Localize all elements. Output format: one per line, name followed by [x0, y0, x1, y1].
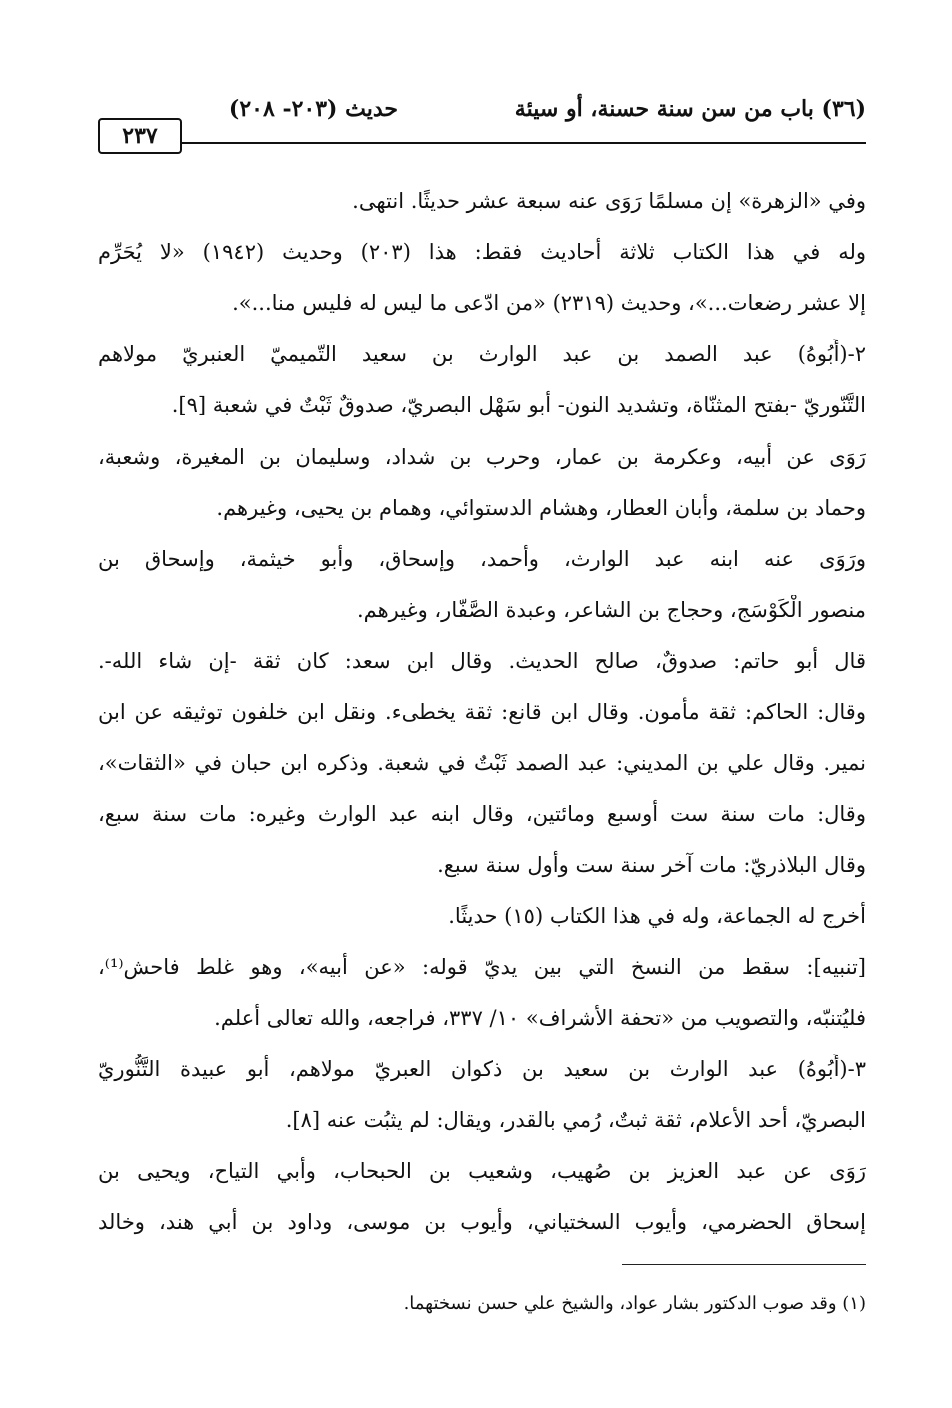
text-line: فليُتنبّه، والتصويب من «تحفة الأشراف» ١٠/ ٣٣٧، فراجعه، والله تعالى أعلم.	[214, 1006, 866, 1030]
text-line: ٣-(أَبُوهُ) عبد الوارث بن سعيد بن ذكوان العبريّ مولاهم، أبو عبيدة التَّنُّوريّ	[98, 1057, 866, 1081]
text-line: قال أبو حاتم: صدوقٌ، صالح الحديث. وقال ابن سعد: كان ثقة -إن شاء الله-.	[98, 649, 866, 673]
text-line: إسحاق الحضرمي، وأيوب السختياني، وأيوب بن موسى، وداود بن أبي هند، وخالد	[98, 1210, 866, 1234]
text-line: ورَوَى عنه ابنه عبد الوارث، وأحمد، وإسحاق، وأبو خيثمة، وإسحاق بن	[98, 547, 866, 571]
page-number: ٢٣٧	[98, 118, 182, 154]
text-line: وقال البلاذريّ: مات آخر سنة ست وأول سنة سبع.	[437, 853, 866, 877]
footnote: (١) وقد صوب الدكتور بشار عواد، والشيخ علي حسن نسختهما.	[403, 1293, 866, 1314]
chapter-title: (٣٦) باب من سن سنة حسنة، أو سيئة	[514, 96, 866, 122]
text-line: التَّنّوريّ -بفتح المثنّاة، وتشديد النون- أبو سَهْل البصريّ، صدوقٌ ثَبْتٌ في شعبة [٩].	[171, 393, 866, 417]
text-line: وقال: مات سنة ست أوسبع ومائتين، وقال ابنه عبد الوارث وغيره: مات سنة سبع،	[98, 802, 866, 826]
text-line: وفي «الزهرة» إن مسلمًا رَوَى عنه سبعة عشر حديثًا. انتهى.	[352, 189, 866, 213]
text-line: وحماد بن سلمة، وأبان العطار، وهشام الدستوائي، وهمام بن يحيى، وغيرهم.	[216, 496, 866, 520]
text-line: رَوَى عن أبيه، وعكرمة بن عمار، وحرب بن شداد، وسليمان بن المغيرة، وشعبة،	[98, 445, 866, 469]
text-line: منصور الْكَوْسَج، وحجاج بن الشاعر، وعبدة الصَّفّار، وغيرهم.	[356, 598, 866, 622]
text-line: البصريّ، أحد الأعلام، ثقة ثبتٌ، رُمي بالقدر، ويقال: لم يثبُت عنه [٨].	[285, 1108, 866, 1132]
header-rule	[178, 142, 866, 144]
hadith-range: حديث (٢٠٣- ٢٠٨)	[228, 96, 398, 122]
text-line: إلا عشر رضعات...»، وحديث (٢٣١٩) «من ادّعى ما ليس له فليس منا...».	[232, 291, 866, 315]
text-line: رَوَى عن عبد العزيز بن صُهيب، وشعيب بن الحبحاب، وأبي التياح، ويحيى بن	[98, 1159, 866, 1183]
text-line: أخرج له الجماعة، وله في هذا الكتاب (١٥) حديثًا.	[448, 904, 866, 928]
running-header	[98, 96, 866, 152]
text-line: [تنبيه]: سقط من النسخ التي بين يديّ قوله: «عن أبيه»، وهو غلط فاحش⁽¹⁾،	[98, 955, 866, 979]
text-line: ٢-(أَبُوهُ) عبد الصمد بن عبد الوارث بن سعيد التّميميّ العنبريّ مولاهم	[98, 342, 866, 366]
footnote-rule	[622, 1264, 866, 1265]
text-line: وله في هذا الكتاب ثلاثة أحاديث فقط: هذا (٢٠٣) وحديث (١٩٤٢) «لا يُحَرِّم	[98, 240, 866, 264]
text-line: وقال: الحاكم: ثقة مأمون. وقال ابن قانع: ثقة يخطىء. ونقل ابن خلفون توثيقه عن ابن	[98, 700, 866, 724]
text-line: نمير. وقال علي بن المديني: عبد الصمد ثَبْتٌ في شعبة. وذكره ابن حبان في «الثقات»،	[98, 751, 866, 775]
